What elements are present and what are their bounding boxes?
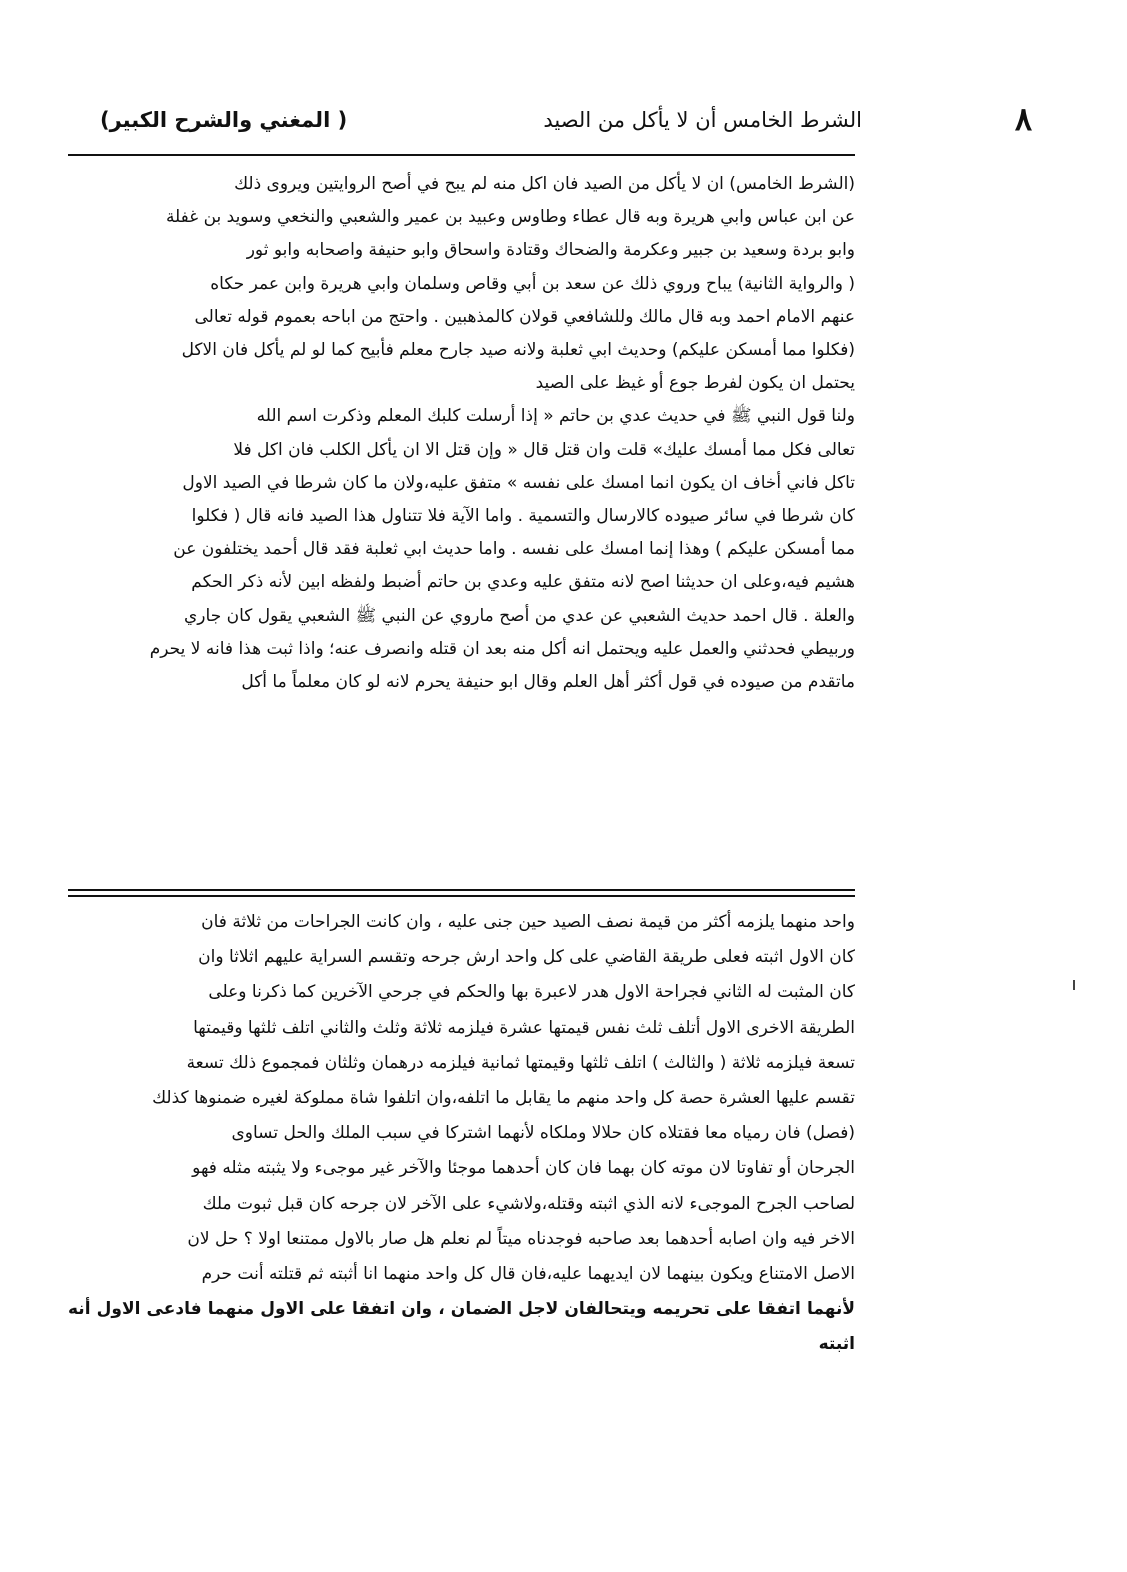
text-line: وربيطي فحدثني والعمل عليه ويحتمل انه أكل منه بعد ان قتله وانصرف عنه؛ واذا ثبت هذا فانه لا يحرم bbox=[149, 638, 855, 659]
text-line: تقسم عليها العشرة حصة كل واحد منهم ما يقابل ما اتلفه،وان اتلفوا شاة مملوكة لغيره ضمنوها كذلك bbox=[152, 1088, 855, 1109]
margin-mark bbox=[1073, 980, 1075, 990]
text-line: مما أمسكن عليكم ) وهذا إنما امسك على نفسه . واما حديث ابي ثعلبة فقد قال أحمد يختلفون عن bbox=[173, 539, 855, 560]
text-line: كان المثبت له الثاني فجراحة الاول هدر لاعبرة بها والحكم في جرحي الآخرين كما ذكرنا وعلى bbox=[208, 982, 855, 1003]
text-line: الطريقة الاخرى الاول أتلف ثلث نفس قيمتها عشرة فيلزمه ثلاثة وثلث والثاني اتلف ثلثها وقيمتها bbox=[193, 1017, 855, 1038]
text-line: تسعة فيلزمه ثلاثة ( والثالث ) اتلف ثلثها وقيمتها ثمانية فيلزمه درهمان وثلثان فمجموع ذلك تسعة bbox=[186, 1052, 855, 1073]
text-line: الجرحان أو تفاوتا لان موته كان بهما فان كان أحدهما موجئا والآخر غير موجىء ولا يثبته مثله فهو bbox=[192, 1158, 855, 1179]
section-divider bbox=[68, 889, 855, 897]
text-line: واحد منهما يلزمه أكثر من قيمة نصف الصيد حين جنى عليه ، وان كانت الجراحات من ثلاثة فان bbox=[201, 912, 855, 932]
book-title: ( المغني والشرح الكبير) bbox=[100, 108, 348, 132]
main-text bbox=[68, 168, 855, 699]
text-line: والعلة . قال احمد حديث الشعبي عن عدي من أصح ماروي عن النبي ﷺ الشعبي يقول كان جاري bbox=[184, 605, 855, 626]
text-line: عنهم الامام احمد وبه قال مالك وللشافعي قولان كالمذهبين . واحتج من اباحه بعموم قوله تعالى bbox=[194, 306, 855, 327]
text-line: الاصل الامتناع ويكون بينهما لان ايديهما عليه،فان قال كل واحد منهما انا أثبته ثم قتلته أنت حرم bbox=[201, 1264, 855, 1285]
text-line: ماتقدم من صيوده في قول أكثر أهل العلم وقال ابو حنيفة يحرم لانه لو كان معلماً ما أكل bbox=[241, 672, 855, 693]
text-line: لصاحب الجرح الموجىء لانه الذي اثبته وقتله،ولاشيء على الآخر لان جرحه كان قبل ثبوت ملك bbox=[202, 1193, 855, 1214]
text-line: تاكل فاني أخاف ان يكون انما امسك على نفسه » متفق عليه،ولان ما كان شرطا في الصيد الاول bbox=[182, 472, 855, 493]
text-line: (الشرط الخامس) ان لا يأكل من الصيد فان اكل منه لم يبح في أصح الروايتين ويروى ذلك bbox=[234, 174, 855, 194]
text-line: تعالى فكل مما أمسك عليك» قلت وان قتل قال « وإن قتل الا ان يأكل الكلب فان اكل فلا bbox=[233, 439, 855, 460]
header-rule bbox=[68, 154, 855, 156]
text-line: وابو بردة وسعيد بن جبير وعكرمة والضحاك وقتادة واسحاق وابو حنيفة واصحابه وابو ثور bbox=[246, 240, 855, 261]
commentary-text bbox=[68, 905, 855, 1363]
text-line: يحتمل ان يكون لفرط جوع أو غيظ على الصيد bbox=[535, 373, 855, 394]
text-line: عن ابن عباس وابي هريرة وبه قال عطاء وطاوس وعبيد بن عمير والشعبي والنخعي وسويد بن غفلة bbox=[165, 207, 855, 228]
text-line: كان الاول اثبته فعلى طريقة القاضي على كل واحد ارش جرحه وتقسم السراية عليهم اثلاثا وان bbox=[198, 947, 855, 968]
text-line: هشيم فيه،وعلى ان حديثنا اصح لانه متفق عليه وعدي بن حاتم أضبط ولفظه ابين لأنه ذكر الحكم bbox=[191, 572, 855, 593]
text-line: (فكلوا مما أمسكن عليكم) وحديث ابي ثعلبة ولانه صيد جارح معلم فأبيح كما لو لم يأكل فان الاكل bbox=[181, 340, 855, 361]
text-line: ( والرواية الثانية) يباح وروي ذلك عن سعد بن أبي وقاص وسلمان وابي هريرة وابن عمر حكاه bbox=[210, 273, 855, 294]
running-title: الشرط الخامس أن لا يأكل من الصيد bbox=[543, 108, 862, 132]
text-line: ولنا قول النبي ﷺ في حديث عدي بن حاتم « إذا أرسلت كلبك المعلم وذكرت اسم الله bbox=[256, 406, 855, 427]
text-line: لأنهما اتفقا على تحريمه ويتحالفان لاجل الضمان ، وان اتفقا على الاول منهما فادعى الاول أنه اثبته bbox=[68, 1299, 855, 1355]
text-line: الاخر فيه وان اصابه أحدهما بعد صاحبه فوجدناه ميتاً لم نعلم هل صار بالاول ممتنعا اولا ؟ حل لان bbox=[187, 1228, 855, 1249]
text-line: (فصل) فان رمياه معا فقتلاه كان حلالا وملكاه لأنهما اشتركا في سبب الملك والحل تساوى bbox=[231, 1123, 855, 1144]
text-line: كان شرطا في سائر صيوده كالارسال والتسمية . واما الآية فلا تتناول هذا الصيد فانه قال ( فكلوا bbox=[191, 506, 855, 527]
page-header bbox=[100, 100, 1032, 144]
page-number: ٨ bbox=[1014, 100, 1032, 138]
